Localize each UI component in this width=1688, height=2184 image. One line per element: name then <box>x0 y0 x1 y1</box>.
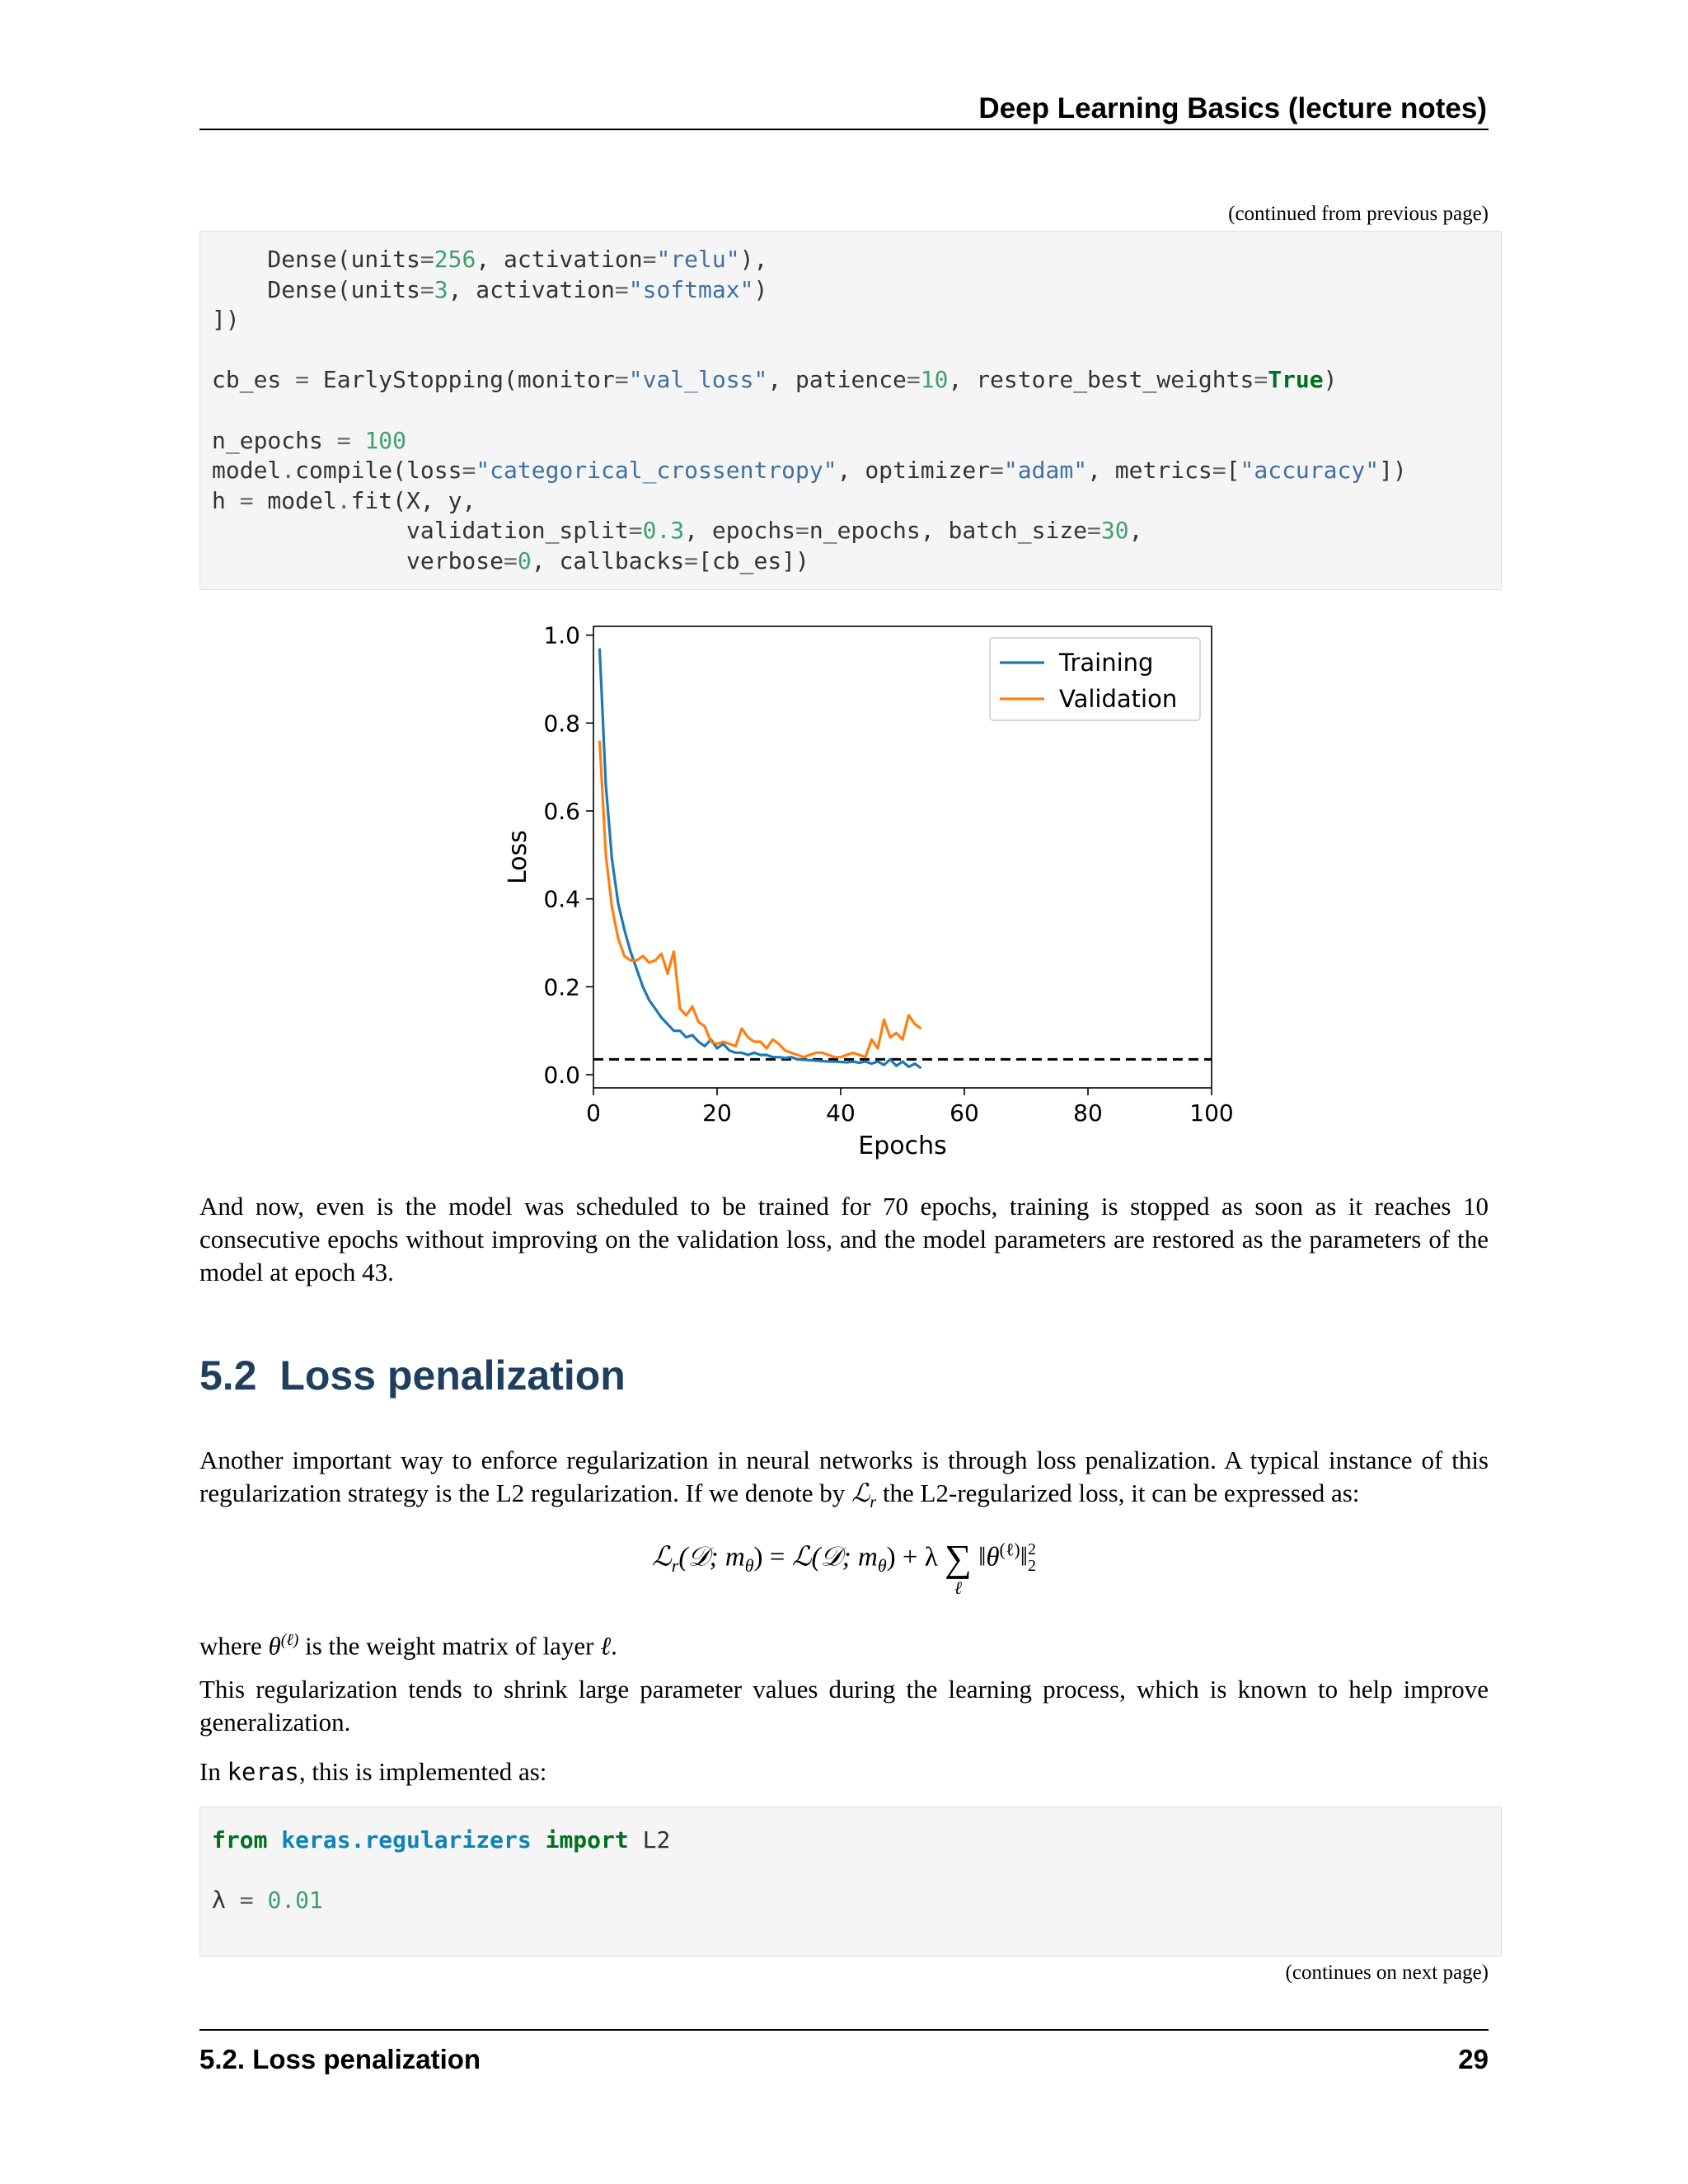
code-token <box>351 427 365 454</box>
code-token: = <box>239 486 254 514</box>
code-token: True <box>1268 366 1324 394</box>
code-block-1-line <box>212 396 1501 426</box>
code-token <box>532 1826 546 1854</box>
code-token: n_epochs <box>212 426 337 454</box>
code-token: = <box>628 517 643 545</box>
code-token <box>254 1886 268 1914</box>
code-token: ), <box>739 246 768 273</box>
code-token: 10 <box>920 366 949 394</box>
code-token: , <box>1128 517 1143 545</box>
code-token: = <box>295 366 310 394</box>
code-token: 100 <box>364 426 407 454</box>
code-token: . <box>336 486 351 514</box>
code-token: cb_es <box>212 366 296 394</box>
continues-on-note: (continues on next page) <box>1285 1961 1489 1984</box>
eq-norm-sub: 2 <box>1028 1557 1037 1575</box>
where-line <box>199 1624 1489 1662</box>
code-token: . <box>281 457 296 485</box>
code-block-1-line <box>212 426 1501 457</box>
code-block-1-line <box>212 335 1501 366</box>
paragraph-keras <box>199 1755 1489 1788</box>
where-theta: θ <box>268 1631 281 1661</box>
code-token: n_epochs, batch_size <box>809 517 1088 545</box>
x-tick-label: 60 <box>950 1099 979 1127</box>
where-pre: where <box>199 1631 269 1661</box>
code-token: , callbacks <box>531 546 685 574</box>
code-token: = <box>420 246 434 273</box>
code-token: = <box>462 457 476 485</box>
loss-chart <box>503 610 1245 1170</box>
code-token: 0.3 <box>642 517 685 545</box>
x-tick-label: 0 <box>586 1099 601 1127</box>
header-rule <box>199 129 1489 130</box>
section-heading <box>199 1352 626 1399</box>
code-token: [cb_es]) <box>698 546 809 574</box>
code-token: from <box>212 1826 268 1854</box>
eq-norm-sup: (ℓ) <box>999 1539 1020 1560</box>
section-title: Loss penalization <box>279 1352 626 1399</box>
page-number: 29 <box>1458 2044 1489 2074</box>
code-token: "categorical_crossentropy" <box>476 457 837 485</box>
code-token: Dense(units <box>212 246 420 273</box>
continued-from-note: (continued from previous page) <box>1228 203 1489 225</box>
code-token: λ <box>212 1886 240 1915</box>
paragraph-4-pre: In <box>199 1757 227 1786</box>
where-end: . <box>611 1631 617 1661</box>
code-token: Dense(units <box>212 275 420 303</box>
paragraph-early-stopping: And now, even is the model was scheduled to be trained for 70 epochs, training is stopped as soon as it reaches 10 consecutive epochs without improving on the validation loss, and the model parameters are restored as the parameters of the model at epoch 43. <box>199 1192 1489 1286</box>
eq-norm-power: 2 <box>1028 1540 1037 1558</box>
footer-section: 5.2. Loss penalization <box>199 2044 481 2074</box>
code-block-1-line <box>212 365 1501 396</box>
code-token: ]) <box>1379 457 1407 485</box>
code-token: "val_loss" <box>628 366 768 394</box>
code-token: = <box>906 366 921 394</box>
code-token: EarlyStopping(monitor <box>309 366 615 394</box>
code-block-2 <box>199 1807 1502 1957</box>
series-line-training <box>600 649 921 1068</box>
code-token: h <box>212 486 240 514</box>
eq-lhs-loss: ℒ <box>651 1542 672 1572</box>
code-token: fit(X, y, <box>350 486 476 514</box>
code-token: "adam" <box>1003 457 1088 485</box>
y-tick-label: 0.6 <box>543 798 580 825</box>
code-block-1-line <box>212 305 1501 335</box>
where-sup: (ℓ) <box>280 1631 299 1649</box>
code-token: ]) <box>212 306 240 334</box>
code-token: = <box>1087 517 1101 545</box>
code-token: = <box>336 426 351 454</box>
code-block-2-line <box>212 1825 1501 1856</box>
regularized-loss-symbol: ℒ <box>851 1479 870 1507</box>
series-line-validation <box>600 741 921 1057</box>
code-block-2-line <box>212 1886 1501 1916</box>
eq-rhs-theta: θ <box>877 1555 887 1577</box>
code-block-1-line <box>212 275 1501 306</box>
legend-label-training: Training <box>1059 649 1154 677</box>
code-block-1-line <box>212 546 1501 577</box>
code-token: = <box>420 275 434 303</box>
code-token: compile(loss <box>295 457 462 485</box>
x-tick-label: 100 <box>1189 1099 1234 1127</box>
x-tick-label: 40 <box>826 1099 856 1127</box>
code-block-1-line <box>212 456 1501 486</box>
l2-equation <box>0 1530 1688 1598</box>
eq-rhs-loss: ℒ <box>791 1542 812 1572</box>
code-block-1-line <box>212 486 1501 517</box>
code-token: keras.regularizers <box>281 1826 532 1854</box>
code-token: , patience <box>767 366 907 394</box>
code-block-1 <box>199 231 1502 590</box>
eq-sum <box>945 1537 972 1599</box>
eq-lhs-sub: r <box>671 1555 679 1577</box>
code-token: ) <box>1323 366 1338 394</box>
code-token: verbose <box>212 546 504 574</box>
paragraph-2-tail: the L2-regularized loss, it can be expressed as: <box>882 1479 1360 1507</box>
y-tick-label: 0.8 <box>543 710 580 738</box>
code-block-1-line <box>212 245 1501 275</box>
code-token: model <box>253 486 337 514</box>
code-token <box>267 1826 281 1854</box>
eq-rhs-args: (𝒟; m <box>811 1542 878 1572</box>
code-token: ) <box>753 275 768 303</box>
code-block-1-text <box>212 245 1501 577</box>
x-tick-label: 80 <box>1073 1099 1103 1127</box>
where-mid: is the weight matrix of layer <box>298 1631 601 1661</box>
eq-norm-script <box>1028 1541 1036 1574</box>
inline-code-keras: keras <box>227 1758 299 1786</box>
sum-index: ℓ <box>954 1577 962 1598</box>
code-token: = <box>795 517 809 545</box>
y-tick-label: 0.2 <box>543 973 580 1001</box>
y-axis-label: Loss <box>504 830 532 884</box>
paragraph-shrink: This regularization tends to shrink large parameter values during the learning process, which is known to help improve generalization. <box>199 1675 1489 1736</box>
code-token: = <box>990 457 1004 485</box>
regularized-loss-subscript: r <box>870 1493 877 1512</box>
y-tick-label: 0.0 <box>543 1062 580 1089</box>
code-token: = <box>684 546 699 574</box>
eq-equals: ) = <box>753 1542 792 1572</box>
footer-rule <box>199 2029 1489 2031</box>
x-tick-label: 20 <box>702 1099 732 1127</box>
code-token: 30 <box>1100 517 1129 545</box>
code-token: import <box>545 1826 629 1854</box>
code-token: = <box>504 546 518 574</box>
code-token: [ <box>1226 457 1240 485</box>
code-token: = <box>1254 366 1268 394</box>
code-token: = <box>239 1886 254 1915</box>
code-token: model <box>212 457 282 485</box>
code-token: = <box>614 366 629 394</box>
eq-norm-close: ‖ <box>1020 1542 1029 1572</box>
code-token: 3 <box>434 275 448 303</box>
y-tick-label: 0.4 <box>543 885 580 913</box>
code-token: 0 <box>517 546 532 574</box>
y-tick-label: 1.0 <box>543 621 580 649</box>
code-token: L2 <box>628 1826 671 1854</box>
sum-symbol: ∑ <box>945 1537 972 1579</box>
code-token: = <box>1212 457 1226 485</box>
code-token: validation_split <box>212 517 629 545</box>
paragraph-loss-penalization <box>199 1444 1489 1519</box>
code-block-2-text <box>212 1825 1501 1916</box>
paragraph-2-text: Another important way to enforce regularization in neural networks is through loss penalization. A typical instance of this regularization strategy is the L2 regularization. If we denote by <box>199 1446 1489 1507</box>
code-block-1-line <box>212 516 1501 546</box>
code-token: , optimizer <box>837 457 991 485</box>
x-axis-label: Epochs <box>858 1132 947 1160</box>
code-token: , restore_best_weights <box>948 366 1254 394</box>
code-token: , activation <box>448 275 615 303</box>
code-token: 0.01 <box>267 1886 323 1915</box>
running-header-title: Deep Learning Basics (lecture notes) <box>978 92 1487 124</box>
where-ell: ℓ <box>600 1631 612 1661</box>
code-token: "softmax" <box>628 275 754 303</box>
eq-norm-open: ‖θ <box>978 1542 1000 1572</box>
paragraph-4-post: , this is implemented as: <box>298 1757 547 1786</box>
code-token: , activation <box>476 246 643 273</box>
legend-label-validation: Validation <box>1059 685 1178 713</box>
code-block-2-line <box>212 1856 1501 1886</box>
code-token: "accuracy" <box>1240 457 1380 485</box>
eq-plus-lambda: ) + λ <box>886 1542 938 1572</box>
code-token: , metrics <box>1087 457 1212 485</box>
code-token: = <box>642 246 657 273</box>
code-token: , epochs <box>684 517 796 545</box>
code-token: "relu" <box>656 246 740 273</box>
section-number: 5.2 <box>199 1352 257 1399</box>
code-token: 256 <box>434 246 476 273</box>
code-token: = <box>614 275 629 303</box>
eq-lhs-args: (𝒟; m <box>678 1542 745 1572</box>
eq-lhs-theta: θ <box>744 1555 754 1577</box>
